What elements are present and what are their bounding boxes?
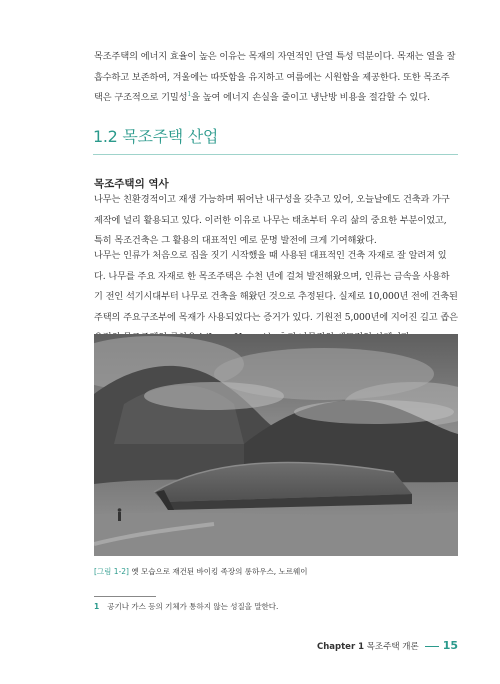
text-line: 제작에 널리 활용되고 있다. 이러한 이유로 나무는 태초부터 우리 삶의 중요한 부분이었고, <box>94 214 447 226</box>
longhouse-photo <box>94 334 458 556</box>
text-line: 기 전인 석기시대부터 나무로 건축을 해왔던 것으로 추정된다. 실제로 10,000년 전에 건축된 <box>94 291 458 302</box>
section-divider <box>93 154 458 155</box>
footnote <box>94 601 278 612</box>
page-footer <box>317 639 458 652</box>
text-line: 흡수하고 보존하여, 겨울에는 따뜻함을 유지하고 여름에는 시원함을 제공한다. 또한 목조주 <box>94 71 450 83</box>
footer-chapter: Chapter 1 <box>317 642 365 652</box>
text-fragment: 을 높여 에너지 손실을 줄이고 냉난방 비용을 절감할 수 있다. <box>191 92 430 103</box>
text-line <box>94 88 458 109</box>
footnote-divider <box>94 596 156 597</box>
text-fragment: 택은 구조적으로 기밀성 <box>94 92 188 103</box>
text-line: 목조주택의 에너지 효율이 높은 이유는 목재의 자연적인 단열 특성 덕분이다. 목재는 열을 잘 <box>94 51 456 62</box>
footer-chapter-title: 목조주택 개론 <box>364 642 419 652</box>
footnote-number: 1 <box>94 602 100 611</box>
footnote-reference[interactable]: 1 <box>187 90 192 98</box>
footnote-text: 공기나 가스 등의 기체가 통하지 않는 성질을 말한다. <box>107 602 279 611</box>
text-line: 나무는 인류가 처음으로 집을 짓기 시작했을 때 사용된 대표적인 건축 자재로 잘 알려져 있 <box>94 250 447 261</box>
intro-paragraph <box>94 47 458 109</box>
subsection-heading: 목조주택의 역사 <box>94 178 169 190</box>
figure-caption <box>94 566 307 577</box>
text-line: 나무는 친환경적이고 재생 가능하며 뛰어난 내구성을 갖추고 있어, 오늘날에도 건축과 가구 <box>94 194 450 205</box>
text-line: 다. 나무를 주요 자재로 한 목조주택은 수천 년에 걸쳐 발전해왔으며, 인류는 금속을 사용하 <box>94 270 450 282</box>
figure-caption-text: 옛 모습으로 재건된 바이킹 족장의 롱하우스, 노르웨이 <box>128 567 308 576</box>
section-title: 1.2 목조주택 산업 <box>93 127 219 146</box>
history-paragraph-1 <box>94 190 458 252</box>
text-line: 주택의 주요구조부에 목재가 사용되었다는 증거가 있다. 기원전 5,000년에 지어진 길고 좁은 <box>94 311 458 323</box>
figure-label: [그림 1-2] <box>94 567 129 576</box>
footer-divider <box>425 646 439 647</box>
page-number: 15 <box>442 639 458 652</box>
text-line: 특히 목조건축은 그 활용의 대표적인 예로 문명 발전에 크게 기여해왔다. <box>94 235 377 246</box>
